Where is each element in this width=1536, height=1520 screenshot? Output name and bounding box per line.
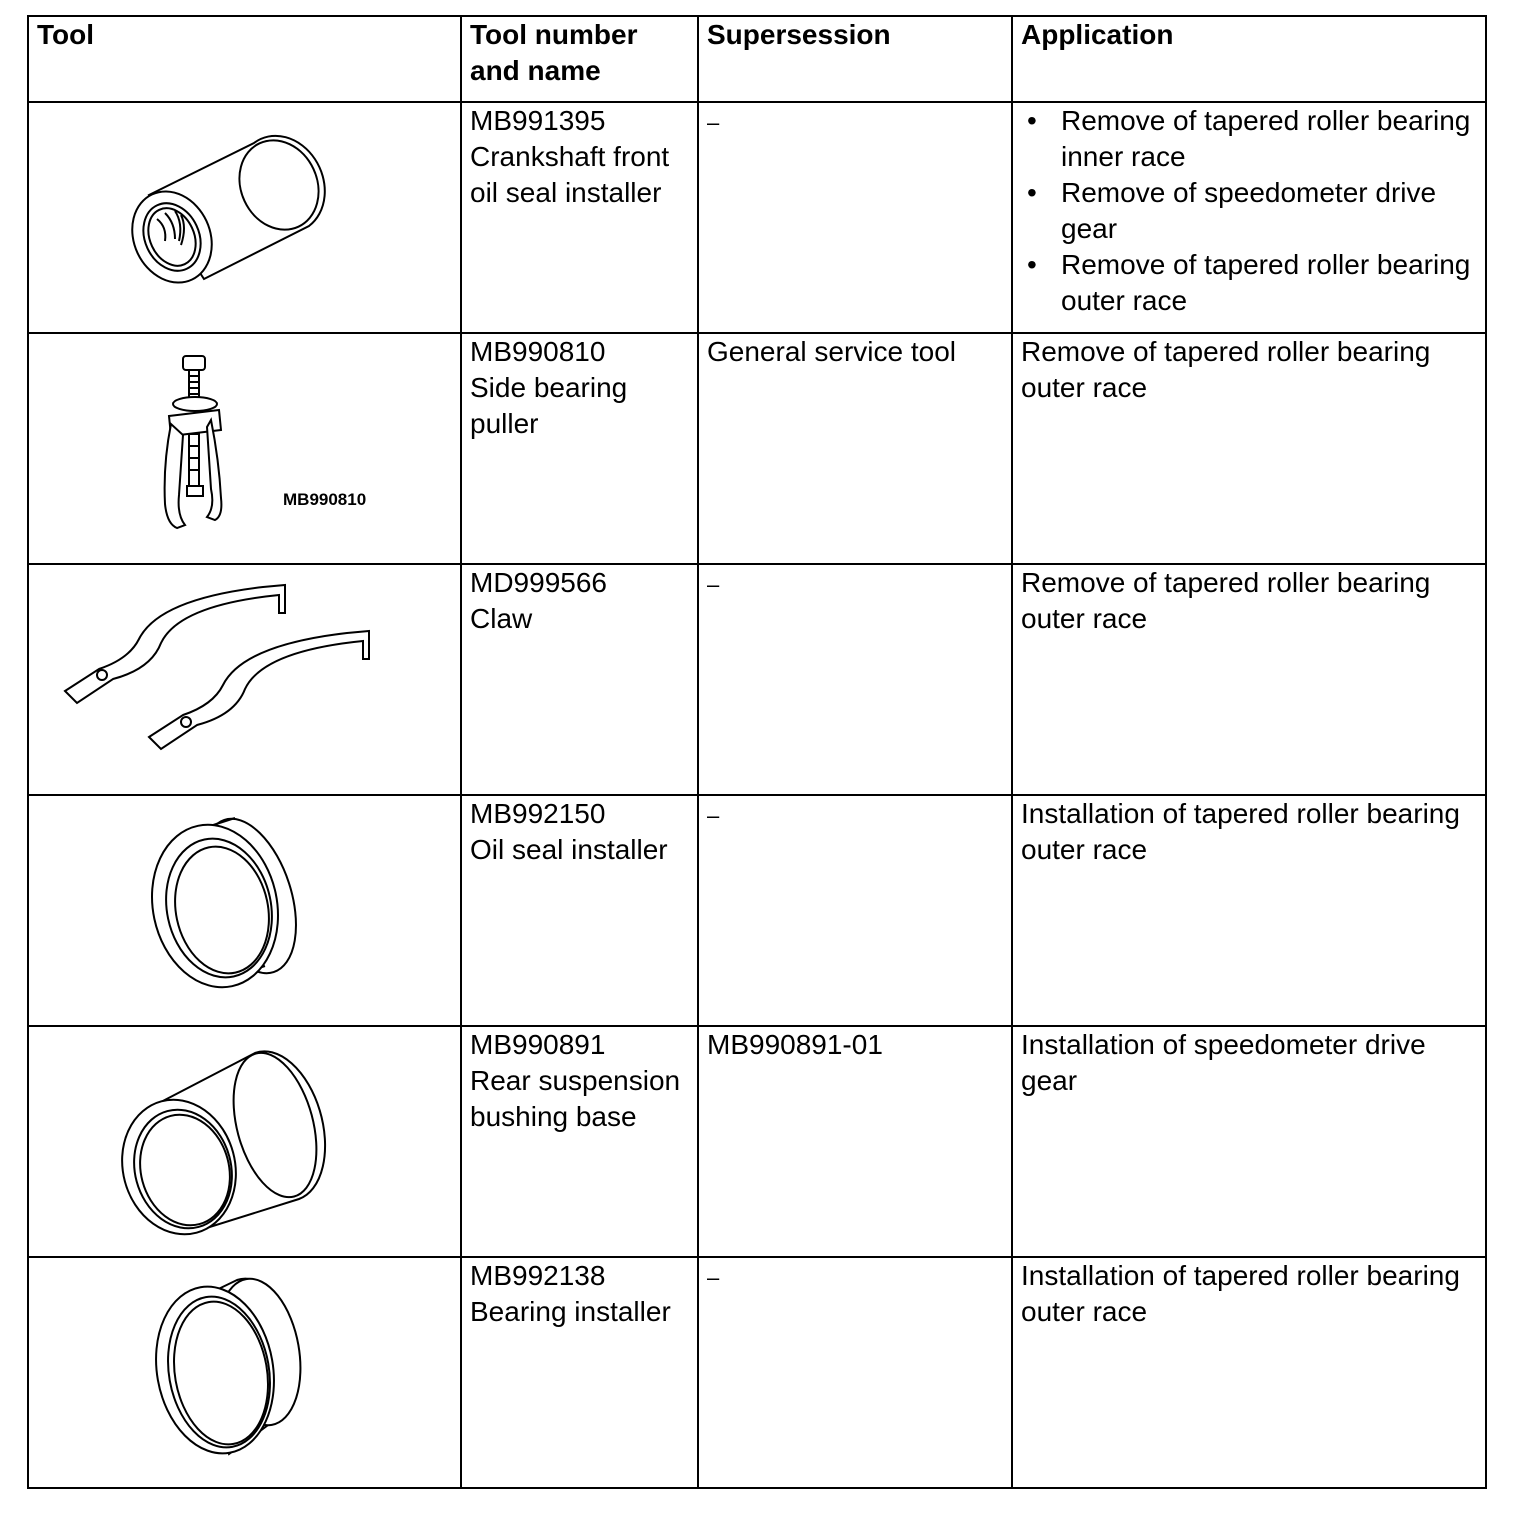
supersession-cell — [698, 1026, 1012, 1257]
table-row — [28, 102, 1486, 333]
tool-name: Crankshaft front oil seal installer — [470, 141, 670, 208]
tool-image-cell — [28, 795, 461, 1026]
supersession-cell — [698, 564, 1012, 795]
tool-number-cell — [461, 102, 698, 333]
table-row — [28, 1026, 1486, 1257]
supersession-value: – — [707, 572, 720, 597]
supersession-cell — [698, 102, 1012, 333]
bushing-base-icon — [29, 1027, 460, 1256]
tool-name: Rear suspension bushing base — [470, 1065, 681, 1132]
tool-number-cell — [461, 333, 698, 564]
special-tools-table — [27, 15, 1487, 1489]
application-cell — [1012, 1257, 1486, 1488]
claw-icon — [29, 565, 460, 794]
tool-image-cell — [28, 564, 461, 795]
supersession-value: – — [707, 803, 720, 828]
tool-image-cell — [28, 1026, 461, 1257]
application-cell — [1012, 102, 1486, 333]
tool-number-cell — [461, 1026, 698, 1257]
tool-name: Claw — [470, 603, 533, 634]
tool-number: MB991395 — [470, 105, 606, 136]
tool-number-cell — [461, 564, 698, 795]
tool-image-cell — [28, 1257, 461, 1488]
oil-seal-installer-icon — [29, 796, 460, 1025]
application-text: Installation of tapered roller bearing outer race — [1021, 798, 1460, 865]
tool-image-cell — [28, 333, 461, 564]
crankshaft-seal-installer-icon — [29, 103, 460, 332]
application-text: Installation of speedometer drive gear — [1021, 1029, 1426, 1096]
tool-number: MB990891 — [470, 1029, 606, 1060]
table-row — [28, 1257, 1486, 1488]
tool-number-cell — [461, 1257, 698, 1488]
table-row — [28, 333, 1486, 564]
application-text: Remove of tapered roller bearing outer race — [1021, 567, 1431, 634]
application-list — [1021, 103, 1477, 319]
header-supersession: Supersession — [698, 16, 1012, 102]
side-bearing-puller-icon — [29, 334, 460, 561]
bearing-installer-icon — [29, 1258, 460, 1487]
tool-number: MD999566 — [470, 567, 607, 598]
header-tool-number: Tool number and name — [461, 16, 698, 102]
table-row — [28, 564, 1486, 795]
header-tool: Tool — [28, 16, 461, 102]
tool-image-cell — [28, 102, 461, 333]
supersession-value: General service tool — [707, 336, 957, 367]
application-text: Installation of tapered roller bearing outer race — [1021, 1260, 1460, 1327]
tool-name: Bearing installer — [470, 1296, 671, 1327]
supersession-value: – — [707, 110, 720, 135]
application-cell — [1012, 333, 1486, 564]
header-row — [28, 16, 1486, 102]
tool-number: MB990810 — [470, 336, 606, 367]
tool-number-cell — [461, 795, 698, 1026]
supersession-value: – — [707, 1265, 720, 1290]
list-item: • Remove of tapered roller bearing inner race — [1053, 103, 1477, 175]
application-cell — [1012, 795, 1486, 1026]
tool-name: Oil seal installer — [470, 834, 668, 865]
figure-label: MB990810 — [283, 490, 367, 509]
header-application: Application — [1012, 16, 1486, 102]
application-cell — [1012, 1026, 1486, 1257]
tool-number: MB992150 — [470, 798, 606, 829]
supersession-cell — [698, 795, 1012, 1026]
tool-number: MB992138 — [470, 1260, 606, 1291]
supersession-value: MB990891-01 — [707, 1029, 883, 1060]
application-cell — [1012, 564, 1486, 795]
tool-name: Side bearing puller — [470, 372, 628, 439]
supersession-cell — [698, 1257, 1012, 1488]
list-item: • Remove of speedometer drive gear — [1053, 175, 1477, 247]
supersession-cell — [698, 333, 1012, 564]
list-item: • Remove of tapered roller bearing outer race — [1053, 247, 1477, 319]
table-row — [28, 795, 1486, 1026]
application-text: Remove of tapered roller bearing outer race — [1021, 336, 1431, 403]
